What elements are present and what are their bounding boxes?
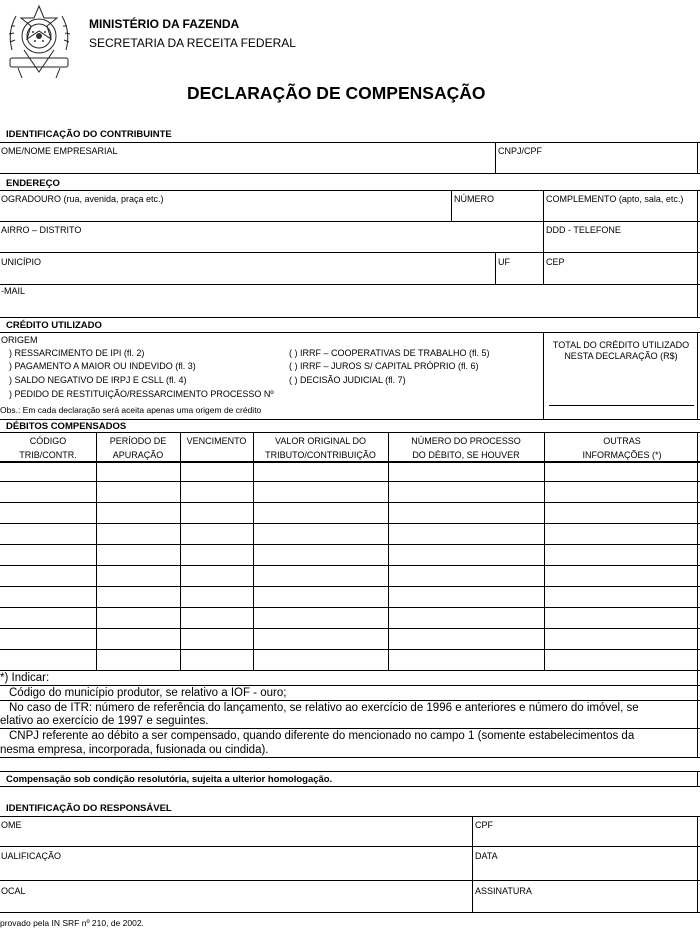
coat-of-arms-logo (2, 2, 76, 80)
divider (0, 142, 700, 143)
divider (0, 912, 700, 913)
note-cnpj: CNPJ referente ao débito a ser compensado, quando diferente do mencionado no campo 1 (somente estabelecimentos da (9, 730, 635, 742)
column-header-processo-2: DO DÉBITO, SE HOUVER (412, 450, 520, 460)
name-field-label: OME/NOME EMPRESARIAL (1, 146, 118, 156)
form-title: DECLARAÇÃO DE COMPENSAÇÃO (187, 83, 486, 103)
column-header-processo: NÚMERO DO PROCESSO (411, 436, 521, 446)
credit-option-irrf-coop: ( ) IRRF – COOPERATIVAS DE TRABALHO (fl. 5) (289, 348, 490, 358)
divider (0, 419, 700, 420)
city-field-label: UNICÍPIO (1, 257, 42, 267)
section-title-responsible: IDENTIFICAÇÃO DO RESPONSÁVEL (6, 803, 172, 814)
credit-option-irrf-juros: ( ) IRRF – JUROS S/ CAPITAL PRÓPRIO (fl. 6) (289, 361, 479, 371)
divider (495, 252, 496, 284)
divider (0, 432, 700, 433)
divider (543, 332, 544, 419)
note-iof: Código do município produtor, se relativo a IOF - ouro; (9, 687, 287, 699)
uf-field-label: UF (498, 257, 510, 267)
section-title-address: ENDEREÇO (6, 178, 60, 189)
divider (253, 432, 254, 670)
divider (0, 880, 700, 881)
column-header-valor: VALOR ORIGINAL DO (274, 436, 367, 446)
cep-field-label: CEP (546, 257, 565, 267)
divider (0, 252, 700, 253)
divider (96, 432, 97, 670)
complement-field-label: COMPLEMENTO (apto, sala, etc.) (546, 194, 684, 204)
note-itr-2: elativo ao exercício de 1997 e seguintes. (0, 715, 209, 727)
compensation-note: Compensação sob condição resolutória, sujeita a ulterior homologação. (6, 774, 333, 785)
table-row (0, 586, 700, 587)
cpf-field-label: CPF (475, 820, 493, 830)
credit-option-ipi: ) RESSARCIMENTO DE IPI (fl. 2) (9, 348, 145, 358)
signature-field-label: ASSINATURA (475, 886, 532, 896)
responsible-name-label: OME (1, 820, 22, 830)
table-row (0, 461, 700, 463)
secretariat-name: SECRETARIA DA RECEITA FEDERAL (89, 36, 296, 50)
section-title-contributor: IDENTIFICAÇÃO DO CONTRIBUINTE (6, 129, 172, 140)
divider (544, 432, 545, 670)
column-header-outras: OUTRAS (603, 436, 641, 446)
column-header-codigo-2: TRIB/CONTR. (19, 450, 77, 460)
divider (697, 670, 698, 757)
qualification-field-label: UALIFICAÇÃO (1, 851, 62, 861)
divider (697, 771, 698, 787)
total-credit-value-line (549, 405, 694, 406)
email-field-label: -MAIL (1, 286, 26, 296)
note-cnpj-2: nesma empresa, incorporada, fusionada ou cindida). (0, 744, 269, 756)
cnpj-field-label: CNPJ/CPF (498, 146, 543, 156)
credit-obs-note: Obs.: Em cada declaração será aceita apenas uma origem de crédito (0, 405, 262, 415)
divider (697, 142, 698, 173)
divider (0, 221, 700, 222)
divider (697, 190, 698, 318)
notes-indicate: *) Indicar: (0, 672, 50, 684)
street-field-label: OGRADOURO (rua, avenida, praça etc.) (1, 194, 164, 204)
ministry-name: MINISTÉRIO DA FAZENDA (89, 17, 240, 31)
divider (543, 190, 544, 284)
table-row (0, 481, 700, 482)
credit-option-saldo: ) SALDO NEGATIVO DE IRPJ E CSLL (fl. 4) (9, 375, 187, 385)
table-row (0, 628, 700, 629)
divider (0, 332, 700, 333)
column-header-valor-2: TRIBUTO/CONTRIBUIÇÃO (265, 450, 376, 460)
divider (697, 816, 698, 913)
table-row (0, 607, 700, 608)
phone-field-label: DDD - TELEFONE (546, 225, 621, 235)
column-header-outras-2: INFORMAÇÕES (*) (582, 450, 662, 460)
number-field-label: NÚMERO (454, 194, 494, 204)
section-title-credit: CRÉDITO UTILIZADO (6, 320, 102, 331)
divider (451, 190, 452, 221)
divider (0, 173, 700, 174)
section-title-debits: DÉBITOS COMPENSADOS (6, 421, 127, 432)
place-field-label: OCAL (1, 886, 26, 896)
divider (697, 432, 698, 670)
table-row (0, 523, 700, 524)
divider (0, 786, 700, 787)
table-row (0, 544, 700, 545)
divider (0, 284, 700, 285)
divider (0, 317, 700, 318)
divider (388, 432, 389, 670)
divider (0, 846, 700, 847)
note-itr: No caso de ITR: número de referência do lançamento, se relativo ao exercício de 1996 e anteriores e número do imóvel, se (9, 702, 639, 714)
total-credit-label: TOTAL DO CRÉDITO UTILIZADO (552, 340, 690, 350)
footer-approval-note: provado pela IN SRF nº 210, de 2002. (0, 918, 144, 928)
column-header-codigo: CÓDIGO (29, 436, 67, 446)
total-credit-label-2: NESTA DECLARAÇÃO (R$) (564, 351, 678, 361)
credit-option-decisao: ( ) DECISÃO JUDICIAL (fl. 7) (289, 375, 406, 385)
credit-option-pagamento: ) PAGAMENTO A MAIOR OU INDEVIDO (fl. 3) (9, 361, 196, 371)
divider (0, 771, 700, 772)
origin-label: ORIGEM (1, 335, 38, 345)
column-header-periodo-2: APURAÇÃO (112, 450, 164, 460)
column-header-vencimento: VENCIMENTO (186, 436, 247, 446)
divider (0, 190, 700, 191)
table-row (0, 670, 700, 671)
divider (180, 432, 181, 670)
table-row (0, 565, 700, 566)
district-field-label: AIRRO – DISTRITO (1, 225, 82, 235)
table-row (0, 502, 700, 503)
divider (697, 332, 698, 419)
divider (0, 816, 700, 817)
divider (0, 757, 700, 758)
column-header-periodo: PERÍODO DE (109, 436, 167, 446)
divider (472, 816, 473, 913)
credit-option-pedido: ) PEDIDO DE RESTITUIÇÃO/RESSARCIMENTO PROCESSO Nº (9, 389, 274, 399)
table-row (0, 649, 700, 650)
date-field-label: DATA (475, 851, 498, 861)
divider (495, 142, 496, 173)
